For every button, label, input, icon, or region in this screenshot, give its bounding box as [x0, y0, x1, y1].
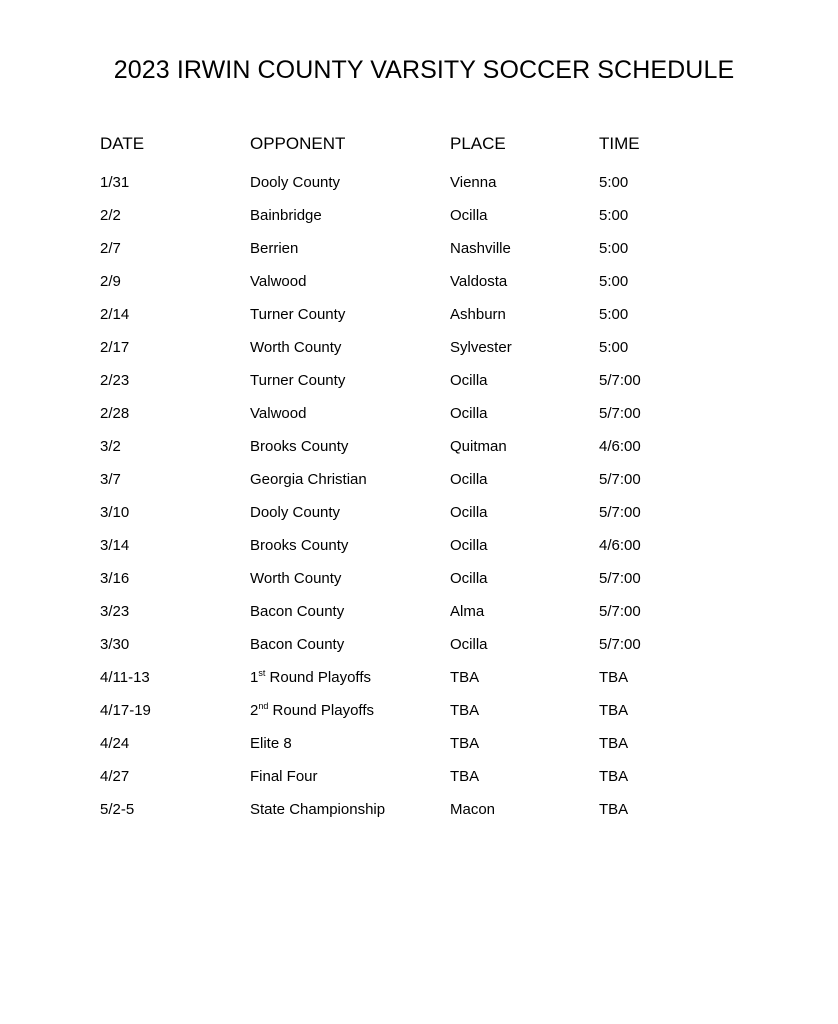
opponent-cell: Final Four — [250, 768, 318, 785]
header-place: PLACE — [450, 134, 506, 153]
time-cell: 5:00 — [599, 273, 629, 290]
date-cell: 3/7 — [100, 471, 121, 488]
time-cell: 5/7:00 — [599, 570, 641, 587]
table-row — [100, 166, 740, 199]
page-title: 2023 IRWIN COUNTY VARSITY SOCCER SCHEDULE — [113, 56, 735, 84]
table-row — [100, 463, 740, 496]
round-label: Round Playoffs — [268, 702, 374, 719]
table-row — [100, 727, 740, 760]
place-cell: Valdosta — [450, 273, 508, 290]
date-cell: 5/2-5 — [100, 801, 135, 818]
opponent-cell: State Championship — [250, 801, 386, 818]
time-cell: 5:00 — [599, 240, 629, 257]
place-cell: Vienna — [450, 174, 497, 191]
time-cell: 5/7:00 — [599, 405, 641, 422]
opponent-cell: Worth County — [250, 339, 342, 356]
date-cell: 4/27 — [100, 768, 130, 785]
date-cell: 3/16 — [100, 570, 130, 587]
date-cell: 2/7 — [100, 240, 121, 257]
table-row — [100, 199, 740, 232]
opponent-cell: Valwood — [250, 405, 307, 422]
opponent-cell — [250, 661, 371, 694]
place-cell: Sylvester — [450, 339, 512, 356]
time-cell: TBA — [599, 702, 629, 719]
time-cell: 5:00 — [599, 339, 629, 356]
table-row — [100, 661, 740, 694]
round-number: 1 — [250, 669, 259, 686]
opponent-cell: Turner County — [250, 372, 346, 389]
table-row — [100, 694, 740, 727]
header-date: DATE — [100, 134, 145, 153]
opponent-cell: Brooks County — [250, 438, 349, 455]
time-cell: 5/7:00 — [599, 471, 641, 488]
date-cell: 2/17 — [100, 339, 130, 356]
table-row — [100, 232, 740, 265]
date-cell: 3/10 — [100, 504, 130, 521]
table-row — [100, 430, 740, 463]
opponent-cell: Valwood — [250, 273, 307, 290]
table-row — [100, 364, 740, 397]
date-cell: 4/24 — [100, 735, 130, 752]
table-row — [100, 397, 740, 430]
time-cell: 5/7:00 — [599, 372, 641, 389]
place-cell: Alma — [450, 603, 485, 620]
time-cell: 4/6:00 — [599, 438, 641, 455]
round-label: Round Playoffs — [265, 669, 371, 686]
time-cell: 5:00 — [599, 174, 629, 191]
opponent-cell: Dooly County — [250, 174, 341, 191]
time-cell: 5:00 — [599, 306, 629, 323]
time-cell: 5:00 — [599, 207, 629, 224]
table-row — [100, 529, 740, 562]
place-cell: Ashburn — [450, 306, 506, 323]
opponent-cell: Bacon County — [250, 603, 345, 620]
place-cell: TBA — [450, 669, 480, 686]
round-number: 2 — [250, 702, 259, 719]
opponent-cell — [250, 694, 374, 727]
time-cell: TBA — [599, 801, 629, 818]
schedule-table — [100, 130, 740, 826]
place-cell: Ocilla — [450, 405, 488, 422]
date-cell: 2/9 — [100, 273, 121, 290]
opponent-cell: Elite 8 — [250, 735, 292, 752]
date-cell: 3/2 — [100, 438, 121, 455]
opponent-cell: Bacon County — [250, 636, 345, 653]
date-cell: 4/17-19 — [100, 702, 151, 719]
opponent-cell: Bainbridge — [250, 207, 322, 224]
opponent-cell: Dooly County — [250, 504, 341, 521]
date-cell: 3/23 — [100, 603, 130, 620]
place-cell: Ocilla — [450, 372, 488, 389]
time-cell: 4/6:00 — [599, 537, 641, 554]
place-cell: Quitman — [450, 438, 507, 455]
place-cell: Ocilla — [450, 471, 488, 488]
opponent-cell: Turner County — [250, 306, 346, 323]
date-cell: 2/2 — [100, 207, 121, 224]
time-cell: TBA — [599, 768, 629, 785]
table-row — [100, 760, 740, 793]
table-row — [100, 793, 740, 826]
place-cell: Ocilla — [450, 570, 488, 587]
place-cell: TBA — [450, 768, 480, 785]
table-row — [100, 298, 740, 331]
time-cell: 5/7:00 — [599, 636, 641, 653]
time-cell: 5/7:00 — [599, 603, 641, 620]
place-cell: TBA — [450, 702, 480, 719]
table-row — [100, 562, 740, 595]
date-cell: 1/31 — [100, 174, 130, 191]
ordinal-suffix: st — [258, 668, 266, 678]
table-row — [100, 265, 740, 298]
opponent-cell: Worth County — [250, 570, 342, 587]
place-cell: Ocilla — [450, 207, 488, 224]
place-cell: Ocilla — [450, 537, 488, 554]
place-cell: Macon — [450, 801, 496, 818]
time-cell: 5/7:00 — [599, 504, 641, 521]
ordinal-suffix: nd — [258, 701, 269, 711]
date-cell: 2/14 — [100, 306, 130, 323]
date-cell: 3/30 — [100, 636, 130, 653]
opponent-cell: Brooks County — [250, 537, 349, 554]
time-cell: TBA — [599, 735, 629, 752]
table-row — [100, 496, 740, 529]
header-time: TIME — [599, 134, 640, 153]
date-cell: 3/14 — [100, 537, 130, 554]
date-cell: 4/11-13 — [100, 669, 150, 686]
opponent-cell: Berrien — [250, 240, 299, 257]
place-cell: Ocilla — [450, 636, 488, 653]
table-row — [100, 331, 740, 364]
date-cell: 2/28 — [100, 405, 130, 422]
table-row — [100, 595, 740, 628]
table-row — [100, 628, 740, 661]
date-cell: 2/23 — [100, 372, 130, 389]
time-cell: TBA — [599, 669, 629, 686]
opponent-cell: Georgia Christian — [250, 471, 367, 488]
table-header-row — [100, 130, 740, 163]
header-opponent: OPPONENT — [250, 134, 346, 153]
place-cell: TBA — [450, 735, 480, 752]
place-cell: Ocilla — [450, 504, 488, 521]
place-cell: Nashville — [450, 240, 511, 257]
